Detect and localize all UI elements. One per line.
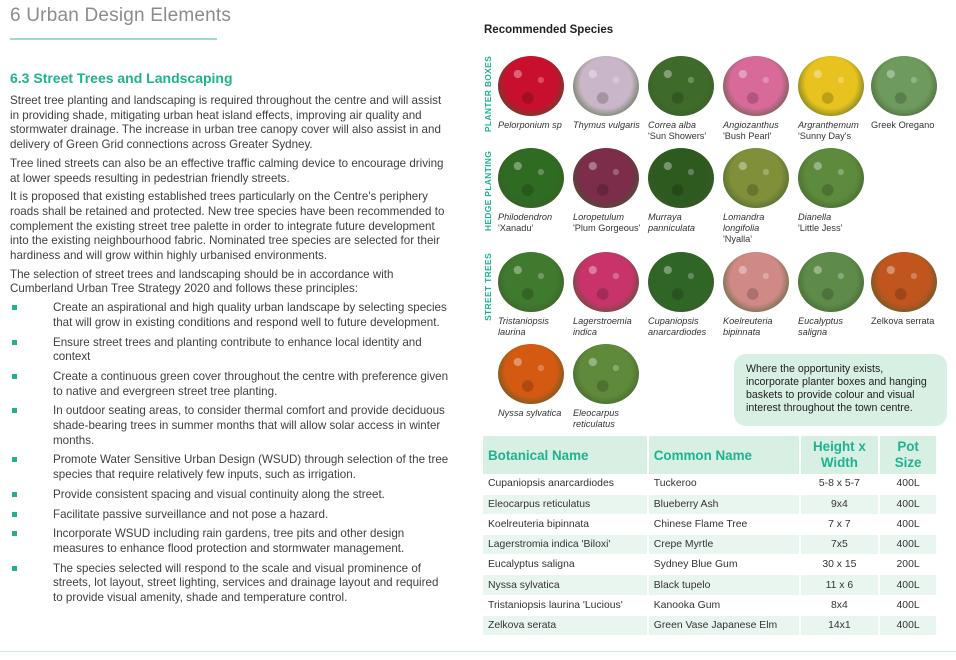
- species-card: [871, 252, 947, 327]
- cell-size: 14x1: [800, 615, 880, 635]
- plant-photo: [498, 148, 564, 208]
- species-caption: [648, 120, 724, 142]
- list-item-text: Provide consistent spacing and visual continuity along the street.: [53, 487, 385, 501]
- species-botanical-name: Lagerstroemia indica: [573, 316, 632, 337]
- species-botanical-name: Angiozanthus: [723, 120, 779, 130]
- cell-botanical: Zelkova serata: [483, 615, 648, 635]
- species-card: [648, 148, 724, 234]
- plant-photo: [723, 148, 789, 208]
- cell-botanical: Koelreuteria bipinnata: [483, 514, 648, 534]
- bullet-icon: [12, 492, 17, 497]
- species-botanical-name: Tristaniopsis laurina: [498, 316, 549, 337]
- column-header-size: Height x Width: [800, 436, 880, 474]
- species-table: [483, 436, 938, 636]
- bullet-icon: [12, 512, 17, 517]
- bullet-icon: [12, 566, 17, 571]
- cell-size: 8x4: [800, 595, 880, 615]
- list-item-text: Create a continuous green cover throughout the centre with preference given to native and evergreen street tree planting.: [53, 369, 449, 398]
- cell-common: Black tupelo: [648, 575, 800, 595]
- cell-common: Crepe Myrtle: [648, 535, 800, 555]
- section-heading: 6.3 Street Trees and Landscaping: [10, 70, 233, 86]
- category-label-planter: PLANTER BOXES: [483, 55, 494, 133]
- species-botanical-name: Koelreuteria bipinnata: [723, 316, 773, 337]
- table-row: [483, 595, 937, 615]
- plant-photo: [798, 148, 864, 208]
- species-card: [573, 56, 649, 131]
- plant-photo: [498, 252, 564, 312]
- species-botanical-name: Pelorponium sp: [498, 120, 562, 130]
- species-botanical-name: Dianella: [798, 212, 832, 222]
- list-item: [10, 488, 450, 503]
- list-item-text: Facilitate passive surveillance and not pose a hazard.: [53, 507, 329, 521]
- species-botanical-name: Correa alba: [648, 120, 697, 130]
- species-caption: [798, 120, 874, 142]
- plant-photo: [648, 252, 714, 312]
- species-card: [871, 56, 947, 131]
- plant-photo: [573, 56, 639, 116]
- species-caption: [648, 212, 724, 234]
- cell-botanical: Cupaniopsis anarcardiodes: [483, 474, 648, 494]
- plant-photo: [723, 252, 789, 312]
- plant-photo: [498, 344, 564, 404]
- plant-photo: [871, 252, 937, 312]
- table-row: [483, 474, 937, 494]
- species-caption: [573, 408, 649, 430]
- cell-size: 5-8 x 5-7: [800, 474, 880, 494]
- bullet-icon: [12, 531, 17, 536]
- table-row: [483, 535, 937, 555]
- plant-photo: [723, 56, 789, 116]
- species-caption: [573, 212, 649, 234]
- list-item: [10, 562, 450, 606]
- species-common-name: 'Sunny Day's: [798, 131, 852, 141]
- cell-size: 7 x 7: [800, 514, 880, 534]
- table-row: [483, 575, 937, 595]
- paragraph: It is proposed that existing established trees particularly on the Centre's periphery roads shall be retained and protected. New tree species have been recommended to complement the existing street tree palette in order to integrate future development into the existing neighbourhood fabric. Nominated tree species are selected for their hardiness and will grow within highly urbanised environments.: [10, 190, 445, 263]
- cell-common: Kanooka Gum: [648, 595, 800, 615]
- species-caption: [498, 316, 574, 338]
- species-botanical-name: Cupaniopsis anarcardiodes: [648, 316, 707, 337]
- species-caption: [498, 120, 574, 131]
- species-card: [798, 148, 874, 234]
- list-item: [10, 370, 450, 399]
- plant-photo: [573, 148, 639, 208]
- cell-size: 9x4: [800, 494, 880, 514]
- list-item: [10, 453, 450, 482]
- species-caption: [723, 316, 799, 338]
- plant-photo: [648, 148, 714, 208]
- list-item-text: The species selected will respond to the scale and visual prominence of streets, lot layout, street lighting, services and drainage layout and required to provide visual amenity, shade and temperature control.: [53, 561, 439, 605]
- callout-note: Where the opportunity exists, incorporate planter boxes and hanging baskets to provide colour and visual interest throughout the town centre.: [734, 354, 947, 426]
- cell-botanical: Nyssa sylvatica: [483, 575, 648, 595]
- cell-pot: 200L: [879, 555, 937, 575]
- list-item-text: Promote Water Sensitive Urban Design (WSUD) through selection of the tree species that require relatively few inputs, such as irrigation.: [53, 453, 449, 482]
- cell-botanical: Eleocarpus reticulatus: [483, 494, 648, 514]
- species-botanical-name: Nyssa sylvatica: [498, 408, 562, 418]
- species-common-name: 'Sun Showers': [648, 131, 707, 141]
- species-card: [648, 252, 724, 338]
- table-body: [483, 474, 937, 636]
- species-caption: [871, 316, 947, 327]
- species-card: [498, 56, 574, 131]
- column-header-pot: Pot Size: [879, 436, 937, 474]
- list-item: [10, 404, 450, 448]
- title-divider: [10, 38, 217, 40]
- species-caption: [723, 212, 799, 245]
- species-card: [573, 252, 649, 338]
- species-card: [573, 344, 649, 430]
- cell-botanical: Lagerstromia indica 'Biloxi': [483, 535, 648, 555]
- bullet-icon: [12, 374, 17, 379]
- plant-photo: [648, 56, 714, 116]
- species-common-name: 'Nyalla': [723, 234, 753, 244]
- species-caption: [498, 212, 574, 234]
- plant-photo: [498, 56, 564, 116]
- species-botanical-name: Loropetulum: [573, 212, 625, 222]
- cell-common: Tuckeroo: [648, 474, 800, 494]
- cell-pot: 400L: [879, 535, 937, 555]
- table-row: [483, 494, 937, 514]
- plant-photo: [573, 344, 639, 404]
- species-botanical-name: Eucalyptus saligna: [798, 316, 843, 337]
- species-caption: [648, 316, 724, 338]
- species-common-name: 'Plum Gorgeous': [573, 223, 641, 233]
- bullet-icon: [12, 340, 17, 345]
- species-card: [573, 148, 649, 234]
- paragraph: Tree lined streets can also be an effective traffic calming device to encourage driving at lower speeds resulting in pedestrian friendly streets.: [10, 156, 444, 185]
- species-card: [798, 56, 874, 142]
- table-row: [483, 555, 937, 575]
- species-caption: [871, 120, 947, 131]
- plant-photo: [798, 252, 864, 312]
- species-card: [498, 344, 574, 419]
- category-label-hedge: HEDGE PLANTING: [483, 150, 494, 232]
- column-header-common: Common Name: [648, 436, 800, 474]
- cell-common: Green Vase Japanese Elm: [648, 615, 800, 635]
- species-card: [723, 56, 799, 142]
- column-header-botanical: Botanical Name: [483, 436, 648, 474]
- cell-botanical: Eucalyptus saligna: [483, 555, 648, 575]
- bullet-icon: [12, 457, 17, 462]
- species-botanical-name: Eleocarpus reticulatus: [573, 408, 619, 429]
- cell-pot: 400L: [879, 474, 937, 494]
- cell-size: 30 x 15: [800, 555, 880, 575]
- paragraph: Street tree planting and landscaping is required throughout the centre and will assist in providing shade, mitigating urban heat island effects, improving air quality and stormwater drainage. The increase in urban tree canopy cover will also assist in and delivery of Green Grid connections across Greater Sydney.: [10, 94, 442, 152]
- species-caption: [573, 316, 649, 338]
- species-common-name: 'Xanadu': [498, 223, 534, 233]
- species-card: [498, 148, 574, 234]
- species-botanical-name: Lomandra longifolia: [723, 212, 765, 233]
- cell-common: Chinese Flame Tree: [648, 514, 800, 534]
- species-caption: [798, 316, 874, 338]
- species-botanical-name: Argranthemum: [798, 120, 859, 130]
- plant-photo: [798, 56, 864, 116]
- list-item-text: Ensure street trees and planting contribute to enhance local identity and context: [53, 335, 422, 364]
- cell-pot: 400L: [879, 514, 937, 534]
- category-label-street: STREET TREES: [483, 253, 493, 321]
- species-caption: [573, 120, 649, 131]
- list-item: [10, 336, 450, 365]
- list-item: [10, 508, 450, 523]
- cell-common: Blueberry Ash: [648, 494, 800, 514]
- species-common-name: 'Bush Pearl': [723, 131, 772, 141]
- species-card: [723, 148, 799, 245]
- bullet-icon: [12, 305, 17, 310]
- species-common-name: Greek Oregano: [871, 120, 935, 130]
- cell-pot: 400L: [879, 494, 937, 514]
- species-botanical-name: Murraya panniculata: [648, 212, 695, 233]
- species-card: [723, 252, 799, 338]
- table-row: [483, 514, 937, 534]
- species-caption: [498, 408, 574, 419]
- list-item-text: In outdoor seating areas, to consider thermal comfort and provide deciduous shade-bearing trees in summer months that will allow solar access in winter months.: [53, 404, 445, 447]
- list-item: [10, 301, 450, 330]
- species-card: [498, 252, 574, 338]
- cell-size: 7x5: [800, 535, 880, 555]
- species-common-name: 'Little Jess': [798, 223, 843, 233]
- principles-list: [10, 301, 450, 606]
- list-item-text: Create an aspirational and high quality urban landscape by selecting species that will grow in existing conditions and respond well to future development.: [53, 301, 447, 329]
- cell-size: 11 x 6: [800, 575, 880, 595]
- page-title: 6 Urban Design Elements: [10, 5, 232, 26]
- species-botanical-name: Philodendron: [498, 212, 553, 222]
- cell-pot: 400L: [879, 595, 937, 615]
- cell-pot: 400L: [879, 615, 937, 635]
- recommended-species-title: Recommended Species: [484, 24, 614, 36]
- species-botanical-name: Thymus vulgaris: [573, 120, 640, 130]
- cell-botanical: Tristaniopsis laurina 'Lucious': [483, 595, 648, 615]
- table-header-row: [483, 436, 937, 474]
- plant-photo: [871, 56, 937, 116]
- list-item-text: Incorporate WSUD including rain gardens, tree pits and other design measures to enhance flood protection and stormwater management.: [53, 527, 405, 555]
- table-row: [483, 615, 937, 635]
- cell-pot: 400L: [879, 575, 937, 595]
- list-item: [10, 527, 450, 556]
- species-caption: [798, 212, 874, 234]
- footer-divider: [0, 651, 956, 652]
- species-caption: [723, 120, 799, 142]
- cell-common: Sydney Blue Gum: [648, 555, 800, 575]
- bullet-icon: [12, 408, 17, 413]
- species-card: [798, 252, 874, 338]
- paragraph: The selection of street trees and landscaping should be in accordance with Cumberland Urban Tree Strategy 2020 and follows these principles:: [10, 267, 394, 296]
- plant-photo: [573, 252, 639, 312]
- body-text: [10, 94, 450, 611]
- species-common-name: Zelkova serrata: [871, 316, 935, 326]
- species-card: [648, 56, 724, 142]
